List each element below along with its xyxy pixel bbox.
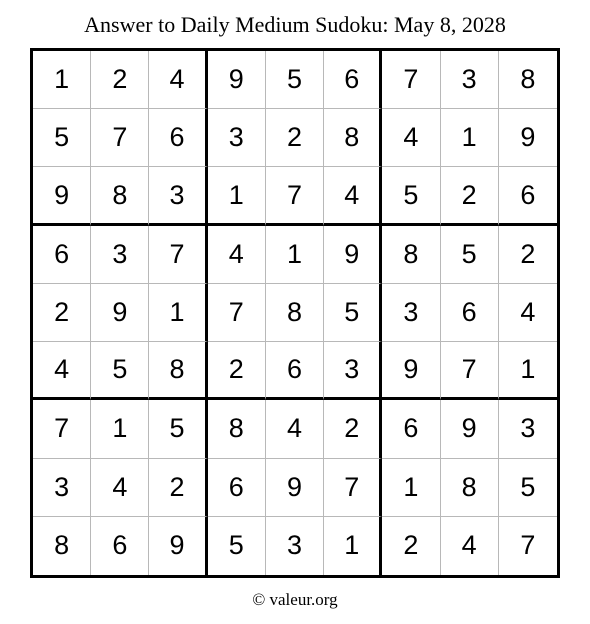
sudoku-cell: 4 bbox=[266, 400, 324, 458]
sudoku-cell: 3 bbox=[33, 459, 91, 517]
sudoku-cell: 1 bbox=[441, 109, 499, 167]
sudoku-cell: 7 bbox=[520, 530, 536, 561]
sudoku-cell: 1 bbox=[149, 284, 207, 342]
sudoku-cell: 8 bbox=[499, 51, 557, 109]
sudoku-cell: 9 bbox=[499, 109, 557, 167]
page-title: Answer to Daily Medium Sudoku: May 8, 2028 bbox=[84, 12, 506, 37]
sudoku-cell: 1 bbox=[266, 226, 324, 284]
sudoku-cell: 4 bbox=[149, 51, 207, 109]
sudoku-cell: 8 bbox=[441, 459, 499, 517]
sudoku-cell: 1 bbox=[33, 51, 91, 109]
sudoku-cell: 5 bbox=[208, 517, 266, 575]
sudoku-cell: 8 bbox=[33, 517, 91, 575]
sudoku-cell: 2 bbox=[149, 459, 207, 517]
sudoku-cell: 7 bbox=[149, 226, 207, 284]
sudoku-cell: 7 bbox=[441, 342, 499, 400]
sudoku-cell: 9 bbox=[149, 517, 207, 575]
sudoku-cell: 7 bbox=[91, 109, 149, 167]
sudoku-cell: 3 bbox=[499, 400, 557, 458]
sudoku-cell: 5 bbox=[33, 109, 91, 167]
sudoku-cell: 2 bbox=[266, 109, 324, 167]
sudoku-cell: 1 bbox=[324, 517, 382, 575]
sudoku-cell: 6 bbox=[382, 400, 440, 458]
sudoku-cell: 9 bbox=[441, 400, 499, 458]
sudoku-cell: 2 bbox=[441, 167, 499, 225]
sudoku-cell: 4 bbox=[91, 459, 149, 517]
sudoku-cell: 5 bbox=[91, 342, 149, 400]
sudoku-cell: 1 bbox=[499, 342, 557, 400]
sudoku-cell: 1 bbox=[91, 400, 149, 458]
sudoku-cell: 8 bbox=[208, 400, 266, 458]
sudoku-cell: 6 bbox=[91, 517, 149, 575]
sudoku-cell: 4 bbox=[382, 109, 440, 167]
sudoku-cell: 9 bbox=[382, 342, 440, 400]
sudoku-cell: 4 bbox=[208, 226, 266, 284]
sudoku-cell: 9 bbox=[208, 51, 266, 109]
sudoku-cell: 7 bbox=[382, 51, 440, 109]
sudoku-cell: 9 bbox=[33, 167, 91, 225]
sudoku-cell: 5 bbox=[382, 167, 440, 225]
sudoku-cell: 6 bbox=[266, 342, 324, 400]
sudoku-cell: 5 bbox=[499, 459, 557, 517]
sudoku-cell: 5 bbox=[266, 51, 324, 109]
sudoku-cell: 4 bbox=[441, 517, 499, 575]
sudoku-cell: 2 bbox=[324, 400, 382, 458]
sudoku-cell: 6 bbox=[149, 109, 207, 167]
sudoku-cell: 2 bbox=[382, 517, 440, 575]
sudoku-cell: 5 bbox=[441, 226, 499, 284]
sudoku-cell: 3 bbox=[266, 517, 324, 575]
sudoku-cell: 3 bbox=[382, 284, 440, 342]
sudoku-cell: 2 bbox=[33, 284, 91, 342]
sudoku-cell: 8 bbox=[149, 342, 207, 400]
sudoku-cell: 4 bbox=[33, 342, 91, 400]
sudoku-cell: 8 bbox=[266, 284, 324, 342]
sudoku-cell: 5 bbox=[324, 284, 382, 342]
sudoku-cell: 3 bbox=[91, 226, 149, 284]
sudoku-cell: 3 bbox=[324, 342, 382, 400]
sudoku-cell: 7 bbox=[33, 400, 91, 458]
sudoku-cell: 9 bbox=[266, 459, 324, 517]
sudoku-cell: 3 bbox=[441, 51, 499, 109]
sudoku-cell: 4 bbox=[499, 284, 557, 342]
sudoku-cell: 2 bbox=[499, 226, 557, 284]
sudoku-cell: 6 bbox=[33, 226, 91, 284]
sudoku-board bbox=[30, 48, 560, 578]
sudoku-cell: 8 bbox=[324, 109, 382, 167]
sudoku-cell: 3 bbox=[149, 167, 207, 225]
sudoku-cell: 8 bbox=[382, 226, 440, 284]
sudoku-cell: 3 bbox=[208, 109, 266, 167]
copyright-footer: © valeur.org bbox=[252, 590, 338, 609]
sudoku-cell: 7 bbox=[324, 459, 382, 517]
sudoku-cell: 2 bbox=[91, 51, 149, 109]
sudoku-cell: 5 bbox=[149, 400, 207, 458]
sudoku-cell: 4 bbox=[324, 167, 382, 225]
sudoku-cell: 6 bbox=[441, 284, 499, 342]
sudoku-cell: 7 bbox=[266, 167, 324, 225]
sudoku-cell: 8 bbox=[91, 167, 149, 225]
sudoku-cell: 1 bbox=[208, 167, 266, 225]
sudoku-cell: 1 bbox=[382, 459, 440, 517]
sudoku-cell: 9 bbox=[324, 226, 382, 284]
sudoku-cell: 6 bbox=[208, 459, 266, 517]
sudoku-cell: 6 bbox=[499, 167, 557, 225]
sudoku-cell: 6 bbox=[324, 51, 382, 109]
sudoku-cell: 9 bbox=[91, 284, 149, 342]
sudoku-cell: 7 bbox=[208, 284, 266, 342]
sudoku-cell: 2 bbox=[208, 342, 266, 400]
